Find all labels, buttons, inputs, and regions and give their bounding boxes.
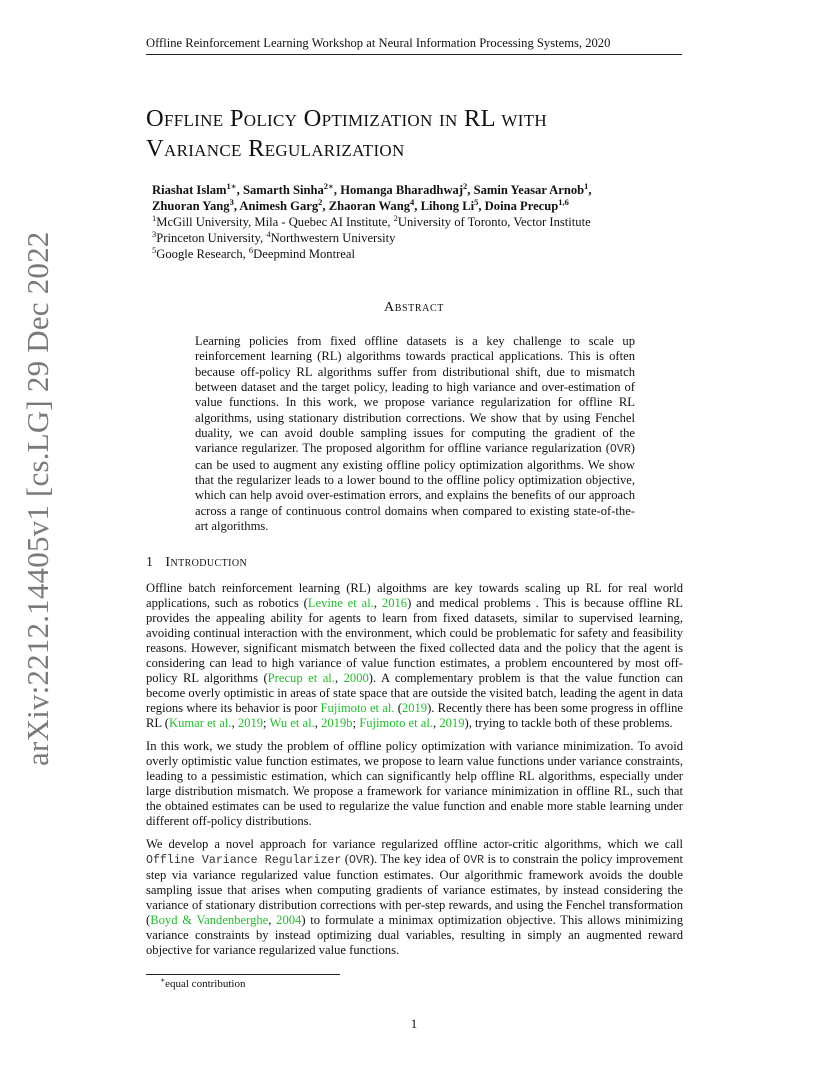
introduction-body: [146, 581, 683, 966]
page-number: 1: [410, 1016, 418, 1031]
paragraph-1: Offline batch reinforcement learning (RL) algoithms are key towards scaling up RL for real world applications, such as robotics (Levine et al., 2016) and medical problems . This is because offline RL provides the appealing ability for agents to learn from fixed datasets, similar to supervised learning, avoiding continual interaction with the environment, which could be problematic for safety and feasibility reasons. However, significant mismatch between the fixed collected data and the policy that the agent is considering can lead to high variance of value function estimates, a problem encountered by most off-policy RL algorithms (Precup et al., 2000). A complementary problem is that the value function can become overly optimistic in areas of state space that are outside the visited batch, leading the agent in data regions where its behavior is poor Fujimoto et al. (2019). Recently there has been some progress in offline RL (Kumar et al., 2019; Wu et al., 2019b; Fujimoto et al., 2019), trying to tackle both of these problems.: [146, 581, 683, 730]
title-line-1: Offline Policy Optimization in RL with: [146, 105, 547, 132]
paragraph-2: In this work, we study the problem of offline policy optimization with variance minimization. To avoid overly optimistic value function estimates, we propose to learn value functions under variance constraints, leading to a pessimistic estimation, which can significantly help offline RL algorithms, especially under large distribution mismatch. We propose a framework for variance minimization in offline RL, such that the obtained estimates can be used to regularize the value function and enable more stable learning under different off-policy distributions.: [146, 739, 683, 828]
authors-line-1: Riashat Islam$^{1∗}$, Samarth Sinha$^{2∗}$, Homanga Bharadhwaj$^2$, Samin Yeasar Arnob$^1$,: [152, 180, 592, 197]
paragraph-3: We develop a novel approach for variance regularized offline actor-critic algorithms, which we call Offline Variance Regularizer (OVR). The key idea of OVR is to constrain the policy improvement step via variance regularized value function estimates. Our algorithmic framework avoids the double sampling issue that arises when computing gradients of variance estimates, by instead considering the variance of stationary distribution corrections with per-step rewards, and using the Fenchel transformation (Boyd & Vandenberghe, 2004) to formulate a minimax optimization objective. This allows minimizing variance constraints by instead optimizing dual variables, resulting in simply an augmented reward objective for variance regularized value functions.: [146, 837, 684, 957]
title-line-2: Variance Regularization: [146, 135, 405, 162]
abstract-heading: Abstract: [384, 300, 444, 315]
section-title: Introduction: [165, 555, 248, 570]
paper-title: [146, 104, 706, 164]
affiliation-line-3: $^5$Google Research, $^6$Deepmind Montreal: [152, 244, 355, 261]
affiliation-line-1: $^1$McGill University, Mila - Quebec AI Institute, $^2$University of Toronto, Vector Institute: [152, 212, 591, 229]
running-header: Offline Reinforcement Learning Workshop at Neural Information Processing Systems, 2020: [146, 36, 682, 55]
affiliation-line-2: $^3$Princeton University, $^4$Northwestern University: [152, 228, 396, 245]
author-block: [152, 182, 692, 262]
footnote: ∗equal contribution: [160, 975, 246, 990]
abstract-text: Learning policies from fixed offline datasets is a key challenge to scale up reinforcement learning (RL) algorithms towards practical applications. This is often because off-policy RL algorithms suffer from distributional shift, due to mismatch between dataset and the target policy, leading to high variance and over-estimation of value functions. In this work, we propose variance regularization for offline RL algorithms, using stationary distribution corrections. We show that by using Fenchel duality, we can avoid double sampling issues for computing the gradient of the variance regularizer. The proposed algorithm for offline variance regularization (OVR) can be used to augment any existing offline policy optimization algorithms. We show that the regularizer leads to a lower bound to the offline policy optimization objective, which can help avoid over-estimation errors, and explains the benefits of our approach across a range of continuous control domains when compared to existing state-of-the-art algorithms.: [195, 334, 635, 534]
section-number: 1: [146, 555, 154, 570]
footnote-rule: [146, 974, 340, 975]
arxiv-stamp: arXiv:2212.14405v1 [cs.LG] 29 Dec 2022: [20, 231, 55, 766]
section-heading: [146, 555, 682, 571]
authors-line-2: Zhuoran Yang$^3$, Animesh Garg$^2$, Zhaoran Wang$^4$, Lihong Li$^5$, Doina Precup$^{1,6}$: [152, 196, 569, 213]
